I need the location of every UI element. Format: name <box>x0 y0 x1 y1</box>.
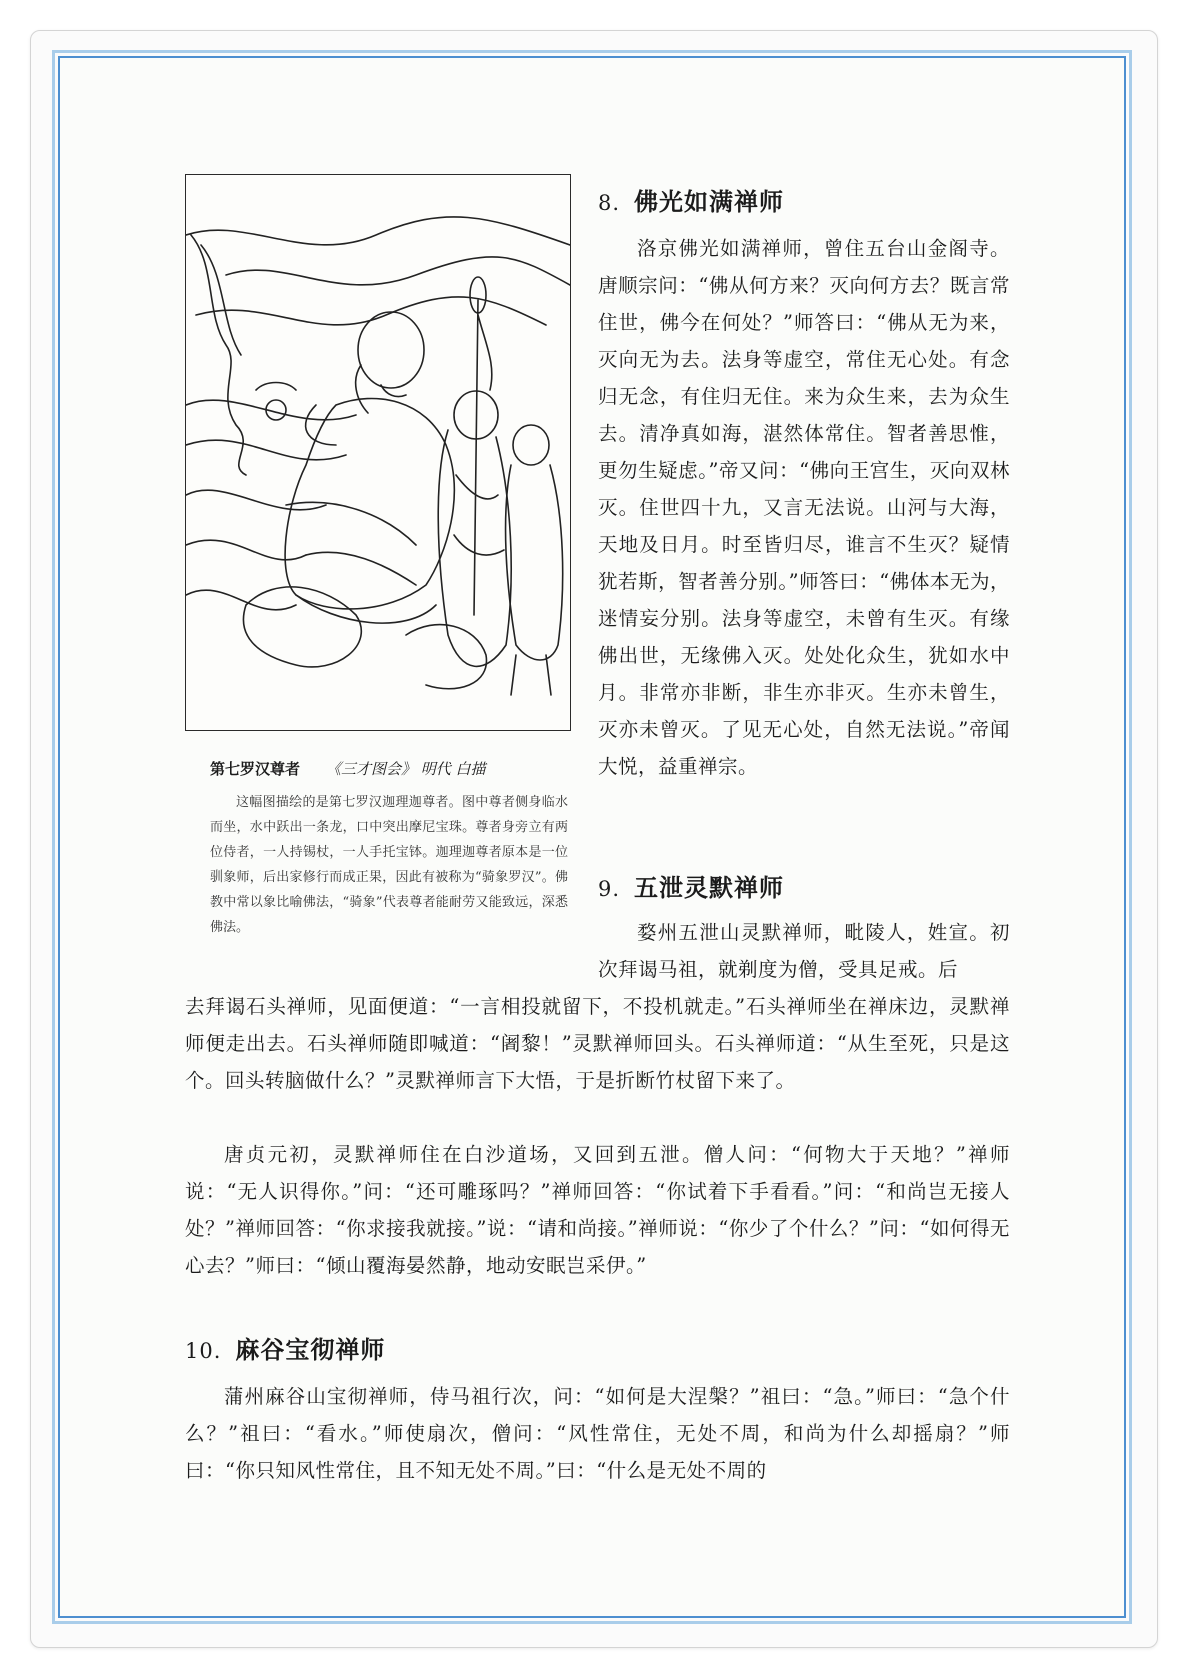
section-10-number: 10. <box>185 1339 222 1363</box>
illustration-caption-title <box>210 758 570 779</box>
section-10-title: 麻谷宝彻禅师 <box>235 1335 386 1364</box>
section-8-title: 佛光如满禅师 <box>634 187 785 216</box>
arhat-illustration <box>185 174 571 731</box>
caption-title-text: 第七罗汉尊者 <box>210 760 301 778</box>
section-9-body-wide: 去拜谒石头禅师，见面便道：“一言相投就留下，不投机就走。”石头禅师坐在禅床边，灵默禅师便走出去。石头禅师随即喊道：“阇黎！”灵默禅师回头。石头禅师道：“从生至死，只是这个。回头转脑做什么？”灵默禅师言下大悟，于是折断竹杖留下来了。 <box>185 995 1010 1092</box>
section-9-heading <box>598 868 784 903</box>
arhat-line-drawing <box>186 175 570 730</box>
section-10-body: 蒲州麻谷山宝彻禅师，侍马祖行次，问：“如何是大涅槃？”祖曰：“急。”师曰：“急个什么？”祖曰：“看水。”师使扇次，僧问：“风性常住，无处不周，和尚为什么却摇扇？”师曰：“你只知风性常住，且不知无处不周。”曰：“什么是无处不周的 <box>185 1385 1010 1482</box>
section-9-body-narrow: 婺州五泄山灵默禅师，毗陵人，姓宣。初次拜谒马祖，就剃度为僧，受具足戒。后 <box>598 921 1010 981</box>
section-8-body: 洛京佛光如满禅师，曾住五台山金阁寺。唐顺宗问：“佛从何方来？灭向何方去？既言常住世，佛今在何处？”师答曰：“佛从无为来，灭向无为去。法身等虚空，常住无心处。有念归无念，有住归无住。来为众生来，去为众生去。清净真如海，湛然体常住。智者善思惟，更勿生疑虑。”帝又问：“佛向王宫生，灭向双林灭。住世四十九，又言无法说。山河与大海，天地及日月。时至皆归尽，谁言不生灭？疑情犹若斯，智者善分别。”师答曰：“佛体本无为，迷情妄分别。法身等虚空，未曾有生灭。有缘佛出世，无缘佛入灭。处处化众生，犹如水中月。非常亦非断，非生亦非灭。生亦未曾生，灭亦未曾灭。了见无心处，自然无法说。”帝闻大悦，益重禅宗。 <box>598 237 1010 778</box>
section-8-heading <box>598 182 784 217</box>
section-9-number: 9. <box>598 877 621 901</box>
section-10-heading <box>185 1330 385 1365</box>
section-9-title: 五泄灵默禅师 <box>634 873 785 902</box>
illustration-caption-body: 这幅图描绘的是第七罗汉迦理迦尊者。图中尊者侧身临水而坐，水中跃出一条龙，口中突出摩尼宝珠。尊者身旁立有两位侍者，一人持锡杖，一人手托宝钵。迦理迦尊者原本是一位驯象师，后出家修行而成正果，因此有被称为“骑象罗汉”。佛教中常以象比喻佛法，“骑象”代表尊者能耐劳又能致远，深悉佛法。 <box>210 795 568 935</box>
section-9-body-2: 唐贞元初，灵默禅师住在白沙道场，又回到五泄。僧人问：“何物大于天地？”禅师说：“无人识得你。”问：“还可雕琢吗？”禅师回答：“你试着下手看看。”问：“和尚岂无接人处？”禅师回答：“你求接我就接。”说：“请和尚接。”禅师说：“你少了个什么？”问：“如何得无心去？”师曰：“倾山覆海晏然静，地动安眠岂采伊。” <box>185 1143 1010 1277</box>
section-8-number: 8. <box>598 191 621 215</box>
caption-source: 《三才图会》 明代 白描 <box>326 760 486 778</box>
